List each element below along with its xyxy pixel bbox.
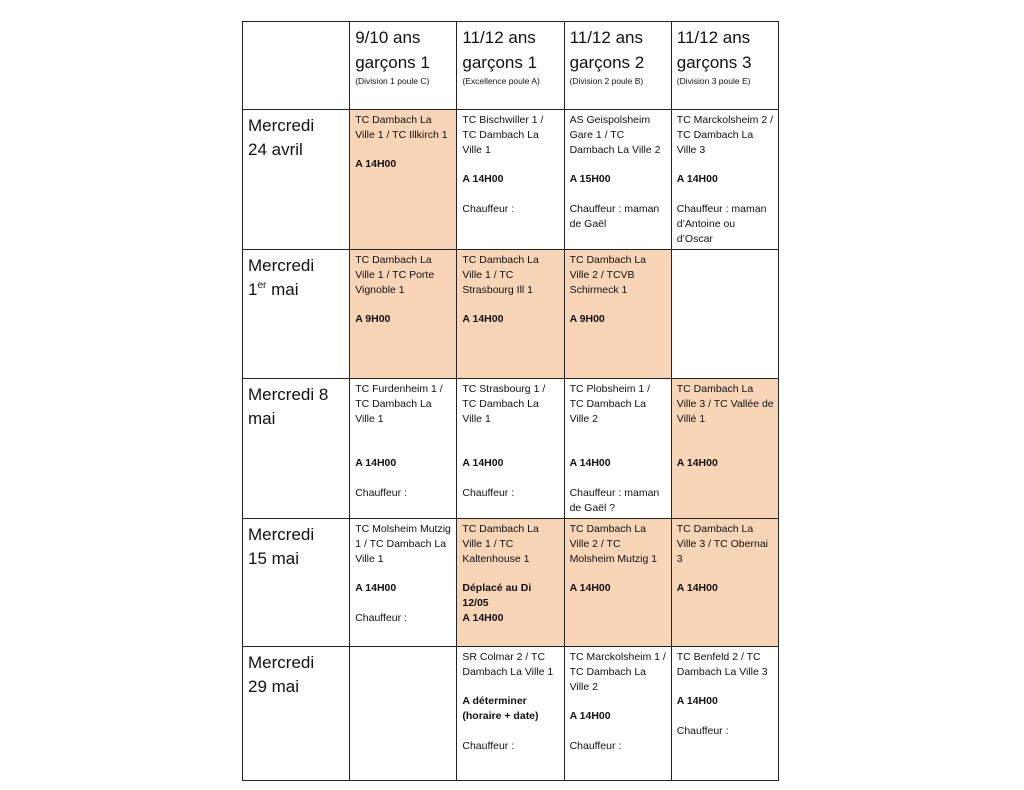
date-cell	[243, 647, 350, 781]
date-cell	[243, 379, 350, 519]
match-driver: Chauffeur :	[569, 740, 622, 752]
match-teams: TC Dambach La Ville 2 / TCVB Schirmeck 1	[569, 254, 647, 296]
column-title-line2: garçons 2	[569, 53, 645, 72]
column-title-line2: garçons 1	[462, 53, 538, 72]
corner-cell	[243, 22, 350, 110]
match-driver: Chauffeur :	[462, 740, 515, 752]
match-time: A 14H00	[676, 457, 718, 469]
match-time: A 14H00	[462, 457, 504, 469]
match-teams: TC Dambach La Ville 1 / TC Porte Vignoble 1	[355, 254, 435, 296]
schedule-row	[243, 379, 779, 519]
date-line2: 24 avril	[248, 140, 303, 159]
match-driver: Chauffeur : maman de Gaël	[569, 203, 660, 230]
column-header-9-10-g1	[350, 22, 457, 110]
match-time: A 14H00	[569, 710, 611, 722]
match-time: A 14H00	[462, 313, 504, 325]
schedule-row	[243, 647, 779, 781]
date-cell	[243, 110, 350, 250]
column-division: (Division 1 poule C)	[355, 76, 430, 86]
match-cell	[457, 110, 564, 250]
match-time: A 14H00	[676, 695, 718, 707]
match-note: A déterminer (horaire + date)	[462, 695, 539, 722]
column-title-line1: 11/12 ans	[462, 28, 536, 47]
date-line2: mai	[248, 409, 276, 428]
match-cell	[564, 647, 671, 781]
match-teams: TC Dambach La Ville 1 / TC Kaltenhouse 1	[462, 523, 539, 565]
date-line2	[248, 278, 345, 302]
match-teams: TC Dambach La Ville 1 / TC Strasbourg Ill 1	[462, 254, 539, 296]
match-teams: TC Furdenheim 1 / TC Dambach La Ville 1	[355, 383, 443, 425]
date-line1: Mercredi	[248, 525, 315, 544]
schedule-row	[243, 519, 779, 647]
match-time: A 14H00	[355, 158, 397, 170]
match-cell	[457, 379, 564, 519]
match-note: Déplacé au Di 12/05	[462, 582, 532, 609]
column-header-11-12-g1	[457, 22, 564, 110]
match-driver: Chauffeur :	[355, 487, 407, 499]
match-cell	[564, 379, 671, 519]
match-driver: Chauffeur :	[355, 612, 407, 624]
column-title-line1: 11/12 ans	[676, 28, 751, 47]
column-division: (Division 3 poule E)	[676, 76, 751, 86]
date-month: mai	[266, 280, 299, 299]
column-title-line1: 9/10 ans	[355, 28, 421, 47]
date-cell	[243, 250, 350, 379]
date-ordinal: er	[257, 280, 267, 291]
column-title-line2: garçons 1	[355, 53, 430, 72]
match-cell	[564, 110, 671, 250]
match-teams: TC Dambach La Ville 3 / TC Vallée de Villé 1	[676, 383, 774, 425]
column-title-line1: 11/12 ans	[569, 28, 643, 47]
match-teams: TC Molsheim Mutzig 1 / TC Dambach La Ville 1	[355, 523, 451, 565]
schedule-table	[242, 21, 779, 781]
column-division: (Division 2 poule B)	[569, 76, 644, 86]
match-teams: TC Dambach La Ville 2 / TC Molsheim Mutzig 1	[569, 523, 658, 565]
match-driver: Chauffeur : maman de Gaël ?	[569, 487, 660, 514]
date-cell	[243, 519, 350, 647]
match-cell	[671, 379, 778, 519]
match-teams: AS Geispolsheim Gare 1 / TC Dambach La Ville 2	[569, 114, 661, 156]
match-time: A 9H00	[355, 313, 391, 325]
match-cell	[350, 250, 457, 379]
match-cell	[564, 519, 671, 647]
match-cell	[350, 379, 457, 519]
match-time: A 9H00	[569, 313, 605, 325]
match-teams: TC Dambach La Ville 3 / TC Obernai 3	[676, 523, 768, 565]
match-cell	[457, 519, 564, 647]
match-driver: Chauffeur :	[676, 725, 729, 737]
match-driver: Chauffeur :	[462, 203, 515, 215]
date-day: 1	[248, 280, 258, 299]
match-time: A 14H00	[462, 612, 504, 624]
date-line1: Mercredi	[248, 653, 315, 672]
match-driver: Chauffeur :	[462, 487, 515, 499]
match-time: A 14H00	[676, 173, 718, 185]
match-teams: TC Strasbourg 1 / TC Dambach La Ville 1	[462, 383, 546, 425]
match-time: A 15H00	[569, 173, 611, 185]
schedule-row	[243, 250, 779, 379]
date-line1: Mercredi	[248, 256, 315, 275]
match-cell	[564, 250, 671, 379]
match-time: A 14H00	[462, 173, 504, 185]
empty-cell	[671, 250, 778, 379]
match-cell	[350, 110, 457, 250]
match-teams: TC Benfeld 2 / TC Dambach La Ville 3	[676, 651, 768, 678]
empty-cell	[350, 647, 457, 781]
match-cell	[671, 110, 778, 250]
match-cell	[350, 519, 457, 647]
match-teams: TC Plobsheim 1 / TC Dambach La Ville 2	[569, 383, 651, 425]
date-line1: Mercredi	[248, 116, 315, 135]
schedule-row	[243, 110, 779, 250]
match-time: A 14H00	[569, 582, 611, 594]
column-header-11-12-g3	[671, 22, 778, 110]
match-teams: TC Dambach La Ville 1 / TC Illkirch 1	[355, 114, 448, 141]
column-header-11-12-g2	[564, 22, 671, 110]
match-cell	[671, 519, 778, 647]
header-row	[243, 22, 779, 110]
match-teams: TC Marckolsheim 1 / TC Dambach La Ville 2	[569, 651, 666, 693]
date-line2: 15 mai	[248, 549, 300, 568]
column-division: (Excellence poule A)	[462, 76, 540, 86]
match-cell	[671, 647, 778, 781]
match-cell	[457, 647, 564, 781]
match-driver: Chauffeur : maman d’Antoine ou d’Oscar	[676, 203, 767, 245]
match-teams: TC Marckolsheim 2 / TC Dambach La Ville 3	[676, 114, 774, 156]
match-time: A 14H00	[355, 457, 397, 469]
match-time: A 14H00	[676, 582, 718, 594]
date-line1: Mercredi 8	[248, 385, 329, 404]
match-cell	[457, 250, 564, 379]
match-time: A 14H00	[355, 582, 397, 594]
match-teams: SR Colmar 2 / TC Dambach La Ville 1	[462, 651, 554, 678]
match-teams: TC Bischwiller 1 / TC Dambach La Ville 1	[462, 114, 544, 156]
date-line2: 29 mai	[248, 677, 300, 696]
match-time: A 14H00	[569, 457, 611, 469]
column-title-line2: garçons 3	[676, 53, 752, 72]
